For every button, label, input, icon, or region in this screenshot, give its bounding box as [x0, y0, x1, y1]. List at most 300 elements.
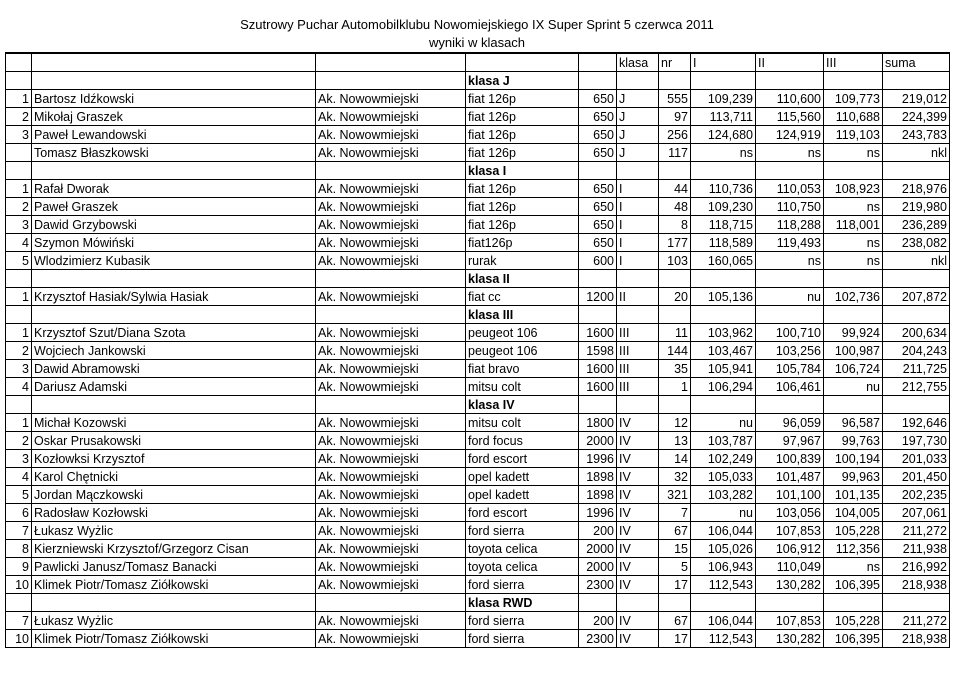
car-cell: fiat 126p	[466, 90, 579, 108]
run-3-cell: 119,103	[824, 126, 883, 144]
sum-cell: 236,289	[883, 216, 950, 234]
car-cell: fiat 126p	[466, 144, 579, 162]
class-cell: III	[617, 324, 659, 342]
result-row	[6, 342, 950, 360]
car-cell: mitsu colt	[466, 414, 579, 432]
position-cell: 2	[6, 342, 32, 360]
section-cell-empty	[824, 270, 883, 288]
section-cell-empty	[824, 594, 883, 612]
number-cell: 35	[659, 360, 691, 378]
section-cell-empty	[617, 270, 659, 288]
position-cell: 4	[6, 234, 32, 252]
capacity-cell: 1800	[579, 414, 617, 432]
run-2-cell: 96,059	[756, 414, 824, 432]
run-1-cell: 103,787	[691, 432, 756, 450]
club-cell: Ak. Nowowmiejski	[316, 414, 466, 432]
car-cell: opel kadett	[466, 468, 579, 486]
number-cell: 177	[659, 234, 691, 252]
run-2-cell: 110,053	[756, 180, 824, 198]
run-2-cell: ns	[756, 252, 824, 270]
results-table	[5, 52, 950, 648]
section-cell-empty	[6, 306, 32, 324]
club-cell: Ak. Nowowmiejski	[316, 558, 466, 576]
capacity-cell: 2000	[579, 432, 617, 450]
section-title: klasa RWD	[466, 594, 579, 612]
run-2-cell: 110,049	[756, 558, 824, 576]
class-cell: IV	[617, 414, 659, 432]
section-cell-empty	[617, 306, 659, 324]
sum-cell: nkl	[883, 252, 950, 270]
class-cell: I	[617, 234, 659, 252]
driver-cell: Kozłowksi Krzysztof	[32, 450, 316, 468]
run-3-cell: 99,763	[824, 432, 883, 450]
section-cell-empty	[6, 396, 32, 414]
sum-cell: 197,730	[883, 432, 950, 450]
run-3-cell: 100,194	[824, 450, 883, 468]
car-cell: rurak	[466, 252, 579, 270]
run-3-cell: 96,587	[824, 414, 883, 432]
club-cell: Ak. Nowowmiejski	[316, 612, 466, 630]
position-cell: 5	[6, 486, 32, 504]
club-cell: Ak. Nowowmiejski	[316, 108, 466, 126]
sum-cell: 207,872	[883, 288, 950, 306]
result-row	[6, 90, 950, 108]
result-row	[6, 126, 950, 144]
club-cell: Ak. Nowowmiejski	[316, 216, 466, 234]
number-cell: 144	[659, 342, 691, 360]
header-cell-empty	[6, 53, 32, 72]
header-run-2: II	[756, 53, 824, 72]
club-cell: Ak. Nowowmiejski	[316, 504, 466, 522]
section-cell-empty	[579, 594, 617, 612]
number-cell: 44	[659, 180, 691, 198]
run-1-cell: 105,941	[691, 360, 756, 378]
capacity-cell: 2300	[579, 630, 617, 648]
result-row	[6, 252, 950, 270]
run-1-cell: 103,467	[691, 342, 756, 360]
run-3-cell: 106,724	[824, 360, 883, 378]
sum-cell: 218,938	[883, 576, 950, 594]
driver-cell: Jordan Mączkowski	[32, 486, 316, 504]
number-cell: 13	[659, 432, 691, 450]
section-cell-empty	[883, 162, 950, 180]
run-1-cell: 105,033	[691, 468, 756, 486]
run-2-cell: 101,100	[756, 486, 824, 504]
class-cell: IV	[617, 486, 659, 504]
section-cell-empty	[659, 306, 691, 324]
sum-cell: 204,243	[883, 342, 950, 360]
driver-cell: Szymon Mówiński	[32, 234, 316, 252]
section-cell-empty	[659, 396, 691, 414]
driver-cell: Krzysztof Szut/Diana Szota	[32, 324, 316, 342]
driver-cell: Łukasz Wyżlic	[32, 522, 316, 540]
car-cell: mitsu colt	[466, 378, 579, 396]
run-1-cell: 102,249	[691, 450, 756, 468]
sum-cell: 243,783	[883, 126, 950, 144]
section-cell-empty	[316, 270, 466, 288]
sum-cell: 218,976	[883, 180, 950, 198]
capacity-cell: 650	[579, 198, 617, 216]
position-cell: 5	[6, 252, 32, 270]
car-cell: fiat 126p	[466, 126, 579, 144]
number-cell: 117	[659, 144, 691, 162]
car-cell: ford sierra	[466, 612, 579, 630]
run-1-cell: 103,282	[691, 486, 756, 504]
run-2-cell: nu	[756, 288, 824, 306]
run-3-cell: ns	[824, 198, 883, 216]
run-1-cell: 110,736	[691, 180, 756, 198]
section-cell-empty	[617, 594, 659, 612]
section-cell-empty	[824, 306, 883, 324]
club-cell: Ak. Nowowmiejski	[316, 576, 466, 594]
capacity-cell: 1600	[579, 324, 617, 342]
club-cell: Ak. Nowowmiejski	[316, 234, 466, 252]
run-1-cell: 106,044	[691, 522, 756, 540]
class-cell: J	[617, 90, 659, 108]
result-row	[6, 198, 950, 216]
run-3-cell: 99,963	[824, 468, 883, 486]
sum-cell: 211,725	[883, 360, 950, 378]
position-cell: 4	[6, 378, 32, 396]
number-cell: 256	[659, 126, 691, 144]
number-cell: 11	[659, 324, 691, 342]
car-cell: ford escort	[466, 450, 579, 468]
car-cell: fiat 126p	[466, 216, 579, 234]
position-cell: 3	[6, 450, 32, 468]
driver-cell: Klimek Piotr/Tomasz Ziółkowski	[32, 630, 316, 648]
run-1-cell: 112,543	[691, 576, 756, 594]
capacity-cell: 650	[579, 234, 617, 252]
club-cell: Ak. Nowowmiejski	[316, 468, 466, 486]
sum-cell: 211,272	[883, 612, 950, 630]
run-3-cell: 100,987	[824, 342, 883, 360]
capacity-cell: 1898	[579, 468, 617, 486]
sum-cell: 216,992	[883, 558, 950, 576]
capacity-cell: 650	[579, 126, 617, 144]
run-1-cell: 105,026	[691, 540, 756, 558]
number-cell: 17	[659, 630, 691, 648]
position-cell: 1	[6, 288, 32, 306]
driver-cell: Krzysztof Hasiak/Sylwia Hasiak	[32, 288, 316, 306]
class-cell: IV	[617, 450, 659, 468]
run-3-cell: 101,135	[824, 486, 883, 504]
section-row	[6, 594, 950, 612]
section-title: klasa II	[466, 270, 579, 288]
capacity-cell: 2300	[579, 576, 617, 594]
section-cell-empty	[883, 396, 950, 414]
sum-cell: 207,061	[883, 504, 950, 522]
position-cell: 9	[6, 558, 32, 576]
position-cell: 2	[6, 432, 32, 450]
club-cell: Ak. Nowowmiejski	[316, 360, 466, 378]
section-cell-empty	[824, 72, 883, 90]
section-cell-empty	[617, 162, 659, 180]
car-cell: peugeot 106	[466, 324, 579, 342]
result-row	[6, 432, 950, 450]
run-2-cell: ns	[756, 144, 824, 162]
capacity-cell: 650	[579, 216, 617, 234]
class-cell: J	[617, 108, 659, 126]
section-cell-empty	[756, 594, 824, 612]
driver-cell: Karol Chętnicki	[32, 468, 316, 486]
sum-cell: 218,938	[883, 630, 950, 648]
run-3-cell: ns	[824, 144, 883, 162]
car-cell: ford sierra	[466, 522, 579, 540]
section-cell-empty	[32, 270, 316, 288]
number-cell: 1	[659, 378, 691, 396]
sum-cell: 200,634	[883, 324, 950, 342]
class-cell: I	[617, 252, 659, 270]
run-1-cell: 124,680	[691, 126, 756, 144]
number-cell: 555	[659, 90, 691, 108]
class-cell: IV	[617, 612, 659, 630]
club-cell: Ak. Nowowmiejski	[316, 540, 466, 558]
section-title: klasa I	[466, 162, 579, 180]
header-klasa: klasa	[617, 53, 659, 72]
number-cell: 14	[659, 450, 691, 468]
driver-cell: Tomasz Błaszkowski	[32, 144, 316, 162]
class-cell: I	[617, 216, 659, 234]
section-cell-empty	[316, 594, 466, 612]
document-title: Szutrowy Puchar Automobilklubu Nowomiejskiego IX Super Sprint 5 czerwca 2011	[240, 17, 714, 32]
club-cell: Ak. Nowowmiejski	[316, 630, 466, 648]
run-1-cell: nu	[691, 504, 756, 522]
number-cell: 20	[659, 288, 691, 306]
number-cell: 17	[659, 576, 691, 594]
capacity-cell: 650	[579, 90, 617, 108]
result-row	[6, 108, 950, 126]
run-2-cell: 107,853	[756, 612, 824, 630]
driver-cell: Klimek Piotr/Tomasz Ziółkowski	[32, 576, 316, 594]
run-1-cell: 160,065	[691, 252, 756, 270]
result-row	[6, 216, 950, 234]
section-cell-empty	[691, 162, 756, 180]
club-cell: Ak. Nowowmiejski	[316, 180, 466, 198]
section-cell-empty	[691, 270, 756, 288]
position-cell: 10	[6, 630, 32, 648]
driver-cell: Dawid Grzybowski	[32, 216, 316, 234]
section-cell-empty	[32, 306, 316, 324]
header-cell-empty	[466, 53, 579, 72]
club-cell: Ak. Nowowmiejski	[316, 126, 466, 144]
number-cell: 67	[659, 612, 691, 630]
section-cell-empty	[756, 396, 824, 414]
driver-cell: Paweł Lewandowski	[32, 126, 316, 144]
run-1-cell: ns	[691, 144, 756, 162]
section-cell-empty	[691, 594, 756, 612]
section-cell-empty	[6, 72, 32, 90]
sum-cell: 202,235	[883, 486, 950, 504]
capacity-cell: 650	[579, 108, 617, 126]
class-cell: III	[617, 342, 659, 360]
header-run-3: III	[824, 53, 883, 72]
car-cell: toyota celica	[466, 540, 579, 558]
club-cell: Ak. Nowowmiejski	[316, 486, 466, 504]
capacity-cell: 2000	[579, 558, 617, 576]
result-row	[6, 504, 950, 522]
run-3-cell: 109,773	[824, 90, 883, 108]
result-row	[6, 414, 950, 432]
car-cell: fiat 126p	[466, 198, 579, 216]
car-cell: ford sierra	[466, 576, 579, 594]
section-title: klasa III	[466, 306, 579, 324]
club-cell: Ak. Nowowmiejski	[316, 288, 466, 306]
run-2-cell: 110,600	[756, 90, 824, 108]
sum-cell: 219,980	[883, 198, 950, 216]
section-cell-empty	[659, 162, 691, 180]
section-cell-empty	[756, 306, 824, 324]
class-cell: IV	[617, 504, 659, 522]
run-3-cell: 110,688	[824, 108, 883, 126]
capacity-cell: 1996	[579, 504, 617, 522]
run-3-cell: nu	[824, 378, 883, 396]
section-cell-empty	[579, 162, 617, 180]
capacity-cell: 650	[579, 180, 617, 198]
capacity-cell: 1996	[579, 450, 617, 468]
result-row	[6, 378, 950, 396]
run-3-cell: 106,395	[824, 576, 883, 594]
class-cell: I	[617, 198, 659, 216]
class-cell: IV	[617, 522, 659, 540]
number-cell: 5	[659, 558, 691, 576]
section-cell-empty	[579, 72, 617, 90]
position-cell: 3	[6, 360, 32, 378]
results-body	[6, 53, 950, 648]
number-cell: 97	[659, 108, 691, 126]
run-2-cell: 107,853	[756, 522, 824, 540]
result-row	[6, 630, 950, 648]
number-cell: 321	[659, 486, 691, 504]
driver-cell: Dawid Abramowski	[32, 360, 316, 378]
header-sum: suma	[883, 53, 950, 72]
capacity-cell: 1898	[579, 486, 617, 504]
position-cell: 1	[6, 180, 32, 198]
number-cell: 48	[659, 198, 691, 216]
section-cell-empty	[756, 270, 824, 288]
section-cell-empty	[316, 162, 466, 180]
run-1-cell: 106,294	[691, 378, 756, 396]
capacity-cell: 1200	[579, 288, 617, 306]
car-cell: fiat126p	[466, 234, 579, 252]
capacity-cell: 1598	[579, 342, 617, 360]
sum-cell: 219,012	[883, 90, 950, 108]
section-row	[6, 306, 950, 324]
driver-cell: Oskar Prusakowski	[32, 432, 316, 450]
position-cell: 2	[6, 108, 32, 126]
section-cell-empty	[6, 270, 32, 288]
run-2-cell: 105,784	[756, 360, 824, 378]
car-cell: ford focus	[466, 432, 579, 450]
section-cell-empty	[579, 396, 617, 414]
section-cell-empty	[824, 396, 883, 414]
position-cell	[6, 144, 32, 162]
run-2-cell: 118,288	[756, 216, 824, 234]
position-cell: 3	[6, 126, 32, 144]
run-3-cell: 99,924	[824, 324, 883, 342]
run-1-cell: 106,044	[691, 612, 756, 630]
run-3-cell: 105,228	[824, 612, 883, 630]
sum-cell: 238,082	[883, 234, 950, 252]
section-cell-empty	[883, 594, 950, 612]
header-run-1: I	[691, 53, 756, 72]
driver-cell: Dariusz Adamski	[32, 378, 316, 396]
run-1-cell: 106,943	[691, 558, 756, 576]
header-cell-empty	[316, 53, 466, 72]
club-cell: Ak. Nowowmiejski	[316, 252, 466, 270]
car-cell: fiat cc	[466, 288, 579, 306]
run-1-cell: 109,239	[691, 90, 756, 108]
number-cell: 8	[659, 216, 691, 234]
position-cell: 6	[6, 504, 32, 522]
class-cell: IV	[617, 468, 659, 486]
club-cell: Ak. Nowowmiejski	[316, 198, 466, 216]
number-cell: 7	[659, 504, 691, 522]
section-cell-empty	[32, 396, 316, 414]
section-title: klasa J	[466, 72, 579, 90]
run-3-cell: 108,923	[824, 180, 883, 198]
car-cell: ford sierra	[466, 630, 579, 648]
car-cell: opel kadett	[466, 486, 579, 504]
capacity-cell: 2000	[579, 540, 617, 558]
position-cell: 1	[6, 90, 32, 108]
section-row	[6, 162, 950, 180]
section-cell-empty	[883, 72, 950, 90]
sum-cell: nkl	[883, 144, 950, 162]
driver-cell: Bartosz Idźkowski	[32, 90, 316, 108]
run-1-cell: 105,136	[691, 288, 756, 306]
position-cell: 2	[6, 198, 32, 216]
capacity-cell: 200	[579, 522, 617, 540]
document-subtitle: wyniki w klasach	[428, 35, 526, 50]
run-1-cell: 103,962	[691, 324, 756, 342]
result-row	[6, 522, 950, 540]
run-3-cell: ns	[824, 558, 883, 576]
capacity-cell: 650	[579, 144, 617, 162]
result-row	[6, 540, 950, 558]
club-cell: Ak. Nowowmiejski	[316, 522, 466, 540]
run-3-cell: 106,395	[824, 630, 883, 648]
class-cell: IV	[617, 432, 659, 450]
position-cell: 7	[6, 522, 32, 540]
section-cell-empty	[883, 270, 950, 288]
run-1-cell: 113,711	[691, 108, 756, 126]
driver-cell: Mikołaj Graszek	[32, 108, 316, 126]
header-nr: nr	[659, 53, 691, 72]
run-3-cell: 104,005	[824, 504, 883, 522]
section-cell-empty	[6, 594, 32, 612]
result-row	[6, 450, 950, 468]
driver-cell: Radosław Kozłowski	[32, 504, 316, 522]
sum-cell: 211,938	[883, 540, 950, 558]
section-cell-empty	[579, 270, 617, 288]
run-1-cell: 118,715	[691, 216, 756, 234]
driver-cell: Paweł Graszek	[32, 198, 316, 216]
number-cell: 15	[659, 540, 691, 558]
position-cell: 7	[6, 612, 32, 630]
run-2-cell: 97,967	[756, 432, 824, 450]
run-1-cell: 118,589	[691, 234, 756, 252]
run-2-cell: 124,919	[756, 126, 824, 144]
run-3-cell: 112,356	[824, 540, 883, 558]
section-cell-empty	[756, 72, 824, 90]
section-cell-empty	[659, 72, 691, 90]
result-row	[6, 324, 950, 342]
position-cell: 1	[6, 324, 32, 342]
section-cell-empty	[6, 162, 32, 180]
capacity-cell: 1600	[579, 360, 617, 378]
club-cell: Ak. Nowowmiejski	[316, 450, 466, 468]
section-cell-empty	[691, 72, 756, 90]
